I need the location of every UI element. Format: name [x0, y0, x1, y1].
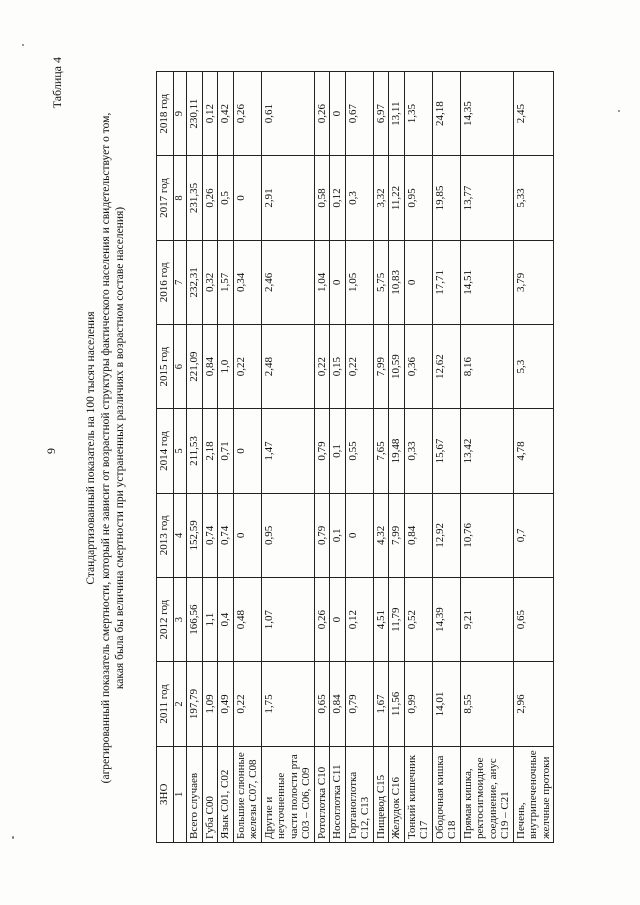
column-number-cell: 9 [174, 72, 187, 156]
table-row [218, 72, 234, 843]
value-cell: 2,18 [202, 409, 218, 493]
value-cell: 0 [404, 240, 432, 324]
value-cell: 0,22 [233, 662, 261, 746]
value-cell: 0,12 [330, 156, 346, 240]
value-cell: 0,3 [345, 156, 373, 240]
value-cell: 13,77 [460, 156, 513, 240]
header-cell: ЗНО [157, 746, 174, 842]
value-cell: 211,53 [187, 409, 203, 493]
row-label-cell: Ободочная кишка С18 [432, 746, 460, 842]
value-cell: 5,3 [513, 324, 554, 408]
row-label-cell: Желудок С16 [389, 746, 405, 842]
value-cell: 3,79 [513, 240, 554, 324]
column-number-row [174, 72, 187, 843]
header-cell: 2014 год [157, 409, 174, 493]
table-row [432, 72, 460, 843]
value-cell: 4,51 [373, 577, 389, 661]
value-cell: 0,74 [218, 493, 234, 577]
value-cell: 0,4 [218, 577, 234, 661]
scan-speck [22, 44, 24, 46]
value-cell: 5,75 [373, 240, 389, 324]
value-cell: 3,32 [373, 156, 389, 240]
value-cell: 0,1 [330, 409, 346, 493]
row-label-cell: Другие и неуточненные части полости рта С03 – С06, С09 [261, 746, 314, 842]
value-cell: 1,04 [314, 240, 330, 324]
value-cell: 0 [330, 240, 346, 324]
value-cell: 0,84 [202, 324, 218, 408]
value-cell: 0,79 [314, 409, 330, 493]
column-number-cell: 8 [174, 156, 187, 240]
table-row [261, 72, 314, 843]
value-cell: 0,5 [218, 156, 234, 240]
value-cell: 0,61 [261, 72, 314, 156]
value-cell: 8,55 [460, 662, 513, 746]
column-number-cell: 7 [174, 240, 187, 324]
value-cell: 4,78 [513, 409, 554, 493]
value-cell: 0 [233, 493, 261, 577]
value-cell: 1,35 [404, 72, 432, 156]
row-label-cell: Ротоглотка С10 [314, 746, 330, 842]
value-cell: 0,26 [233, 72, 261, 156]
value-cell: 221,09 [187, 324, 203, 408]
value-cell: 13,11 [389, 72, 405, 156]
value-cell: 0,95 [404, 156, 432, 240]
value-cell: 9,21 [460, 577, 513, 661]
column-number-cell: 6 [174, 324, 187, 408]
value-cell: 12,92 [432, 493, 460, 577]
value-cell: 15,67 [432, 409, 460, 493]
table-label: Таблица 4 [50, 57, 64, 109]
value-cell: 0,52 [404, 577, 432, 661]
value-cell: 0,7 [513, 493, 554, 577]
value-cell: 0,42 [218, 72, 234, 156]
value-cell: 0,32 [202, 240, 218, 324]
row-label-cell: Пищевод С15 [373, 746, 389, 842]
value-cell: 2,91 [261, 156, 314, 240]
value-cell: 1,1 [202, 577, 218, 661]
caption-title: Стандартизованный показатель на 100 тысяч населения [85, 311, 97, 585]
table-row [187, 72, 203, 843]
value-cell: 1,05 [345, 240, 373, 324]
row-label-cell: Язык С01, С02 [218, 746, 234, 842]
column-number-cell: 4 [174, 493, 187, 577]
column-number-cell: 2 [174, 662, 187, 746]
value-cell: 10,76 [460, 493, 513, 577]
value-cell: 1,07 [261, 577, 314, 661]
value-cell: 0,1 [330, 493, 346, 577]
value-cell: 6,97 [373, 72, 389, 156]
header-cell: 2016 год [157, 240, 174, 324]
column-number-cell: 5 [174, 409, 187, 493]
row-label-cell: Гортаноглотка С12, С13 [345, 746, 373, 842]
value-cell: 231,35 [187, 156, 203, 240]
value-cell: 24,18 [432, 72, 460, 156]
value-cell: 0 [330, 72, 346, 156]
value-cell: 0,12 [345, 577, 373, 661]
value-cell: 10,59 [389, 324, 405, 408]
value-cell: 0,12 [202, 72, 218, 156]
value-cell: 1,47 [261, 409, 314, 493]
table-row [513, 72, 554, 843]
page-number: 9 [44, 448, 58, 454]
row-label-cell: Носоглотка С11 [330, 746, 346, 842]
value-cell: 0,55 [345, 409, 373, 493]
value-cell: 0,79 [345, 662, 373, 746]
scan-speck [12, 836, 14, 839]
value-cell: 14,35 [460, 72, 513, 156]
value-cell: 1,67 [373, 662, 389, 746]
value-cell: 0,84 [330, 662, 346, 746]
value-cell: 0,71 [218, 409, 234, 493]
value-cell: 0 [233, 409, 261, 493]
value-cell: 166,56 [187, 577, 203, 661]
header-cell: 2011 год [157, 662, 174, 746]
table-row [330, 72, 346, 843]
value-cell: 19,48 [389, 409, 405, 493]
value-cell: 197,79 [187, 662, 203, 746]
value-cell: 0,79 [314, 493, 330, 577]
value-cell: 11,22 [389, 156, 405, 240]
table-row [202, 72, 218, 843]
row-label-cell: Губа С00 [202, 746, 218, 842]
value-cell: 0 [330, 577, 346, 661]
table-row [404, 72, 432, 843]
value-cell: 0,84 [404, 493, 432, 577]
value-cell: 2,46 [261, 240, 314, 324]
value-cell: 0 [345, 493, 373, 577]
row-label-cell: Тонкий кишечник С17 [404, 746, 432, 842]
value-cell: 0,65 [513, 577, 554, 661]
value-cell: 0,99 [404, 662, 432, 746]
header-cell: 2013 год [157, 493, 174, 577]
value-cell: 12,62 [432, 324, 460, 408]
value-cell: 0,26 [202, 156, 218, 240]
value-cell: 1,09 [202, 662, 218, 746]
value-cell: 0 [233, 156, 261, 240]
value-cell: 13,42 [460, 409, 513, 493]
value-cell: 0,95 [261, 493, 314, 577]
value-cell: 19,85 [432, 156, 460, 240]
header-cell: 2017 год [157, 156, 174, 240]
value-cell: 14,51 [460, 240, 513, 324]
value-cell: 0,65 [314, 662, 330, 746]
value-cell: 17,71 [432, 240, 460, 324]
value-cell: 0,67 [345, 72, 373, 156]
value-cell: 2,48 [261, 324, 314, 408]
table-row [233, 72, 261, 843]
value-cell: 8,16 [460, 324, 513, 408]
caption-line-3: какая была бы величина смертности при устраненных различиях в возрастном составе населения) [114, 206, 126, 690]
value-cell: 0,48 [233, 577, 261, 661]
value-cell: 1,0 [218, 324, 234, 408]
table-row [314, 72, 330, 843]
header-cell: 2018 год [157, 72, 174, 156]
value-cell: 14,39 [432, 577, 460, 661]
value-cell: 0,49 [218, 662, 234, 746]
value-cell: 1,57 [218, 240, 234, 324]
caption-line-2: (агрегированный показатель смертности, который не зависит от возрастной структуры фактического населения и свидетельствует о том, [100, 112, 112, 784]
value-cell: 0,22 [314, 324, 330, 408]
value-cell: 232,31 [187, 240, 203, 324]
value-cell: 0,34 [233, 240, 261, 324]
table-row [373, 72, 389, 843]
value-cell: 0,26 [314, 577, 330, 661]
value-cell: 7,99 [389, 493, 405, 577]
column-number-cell: 3 [174, 577, 187, 661]
value-cell: 11,79 [389, 577, 405, 661]
value-cell: 5,33 [513, 156, 554, 240]
value-cell: 10,83 [389, 240, 405, 324]
header-row [157, 72, 174, 843]
value-cell: 4,32 [373, 493, 389, 577]
value-cell: 0,33 [404, 409, 432, 493]
value-cell: 14,01 [432, 662, 460, 746]
row-label-cell: Большие слюнные железы С07, С08 [233, 746, 261, 842]
value-cell: 1,75 [261, 662, 314, 746]
value-cell: 11,56 [389, 662, 405, 746]
table-row [345, 72, 373, 843]
row-label-cell: Печень, внутрипеченочные желчные протоки [513, 746, 554, 842]
rotated-content [44, 53, 625, 843]
value-cell: 0,22 [233, 324, 261, 408]
header-cell: 2012 год [157, 577, 174, 661]
value-cell: 230,11 [187, 72, 203, 156]
value-cell: 2,45 [513, 72, 554, 156]
value-cell: 0,36 [404, 324, 432, 408]
value-cell: 0,15 [330, 324, 346, 408]
table-row [389, 72, 405, 843]
value-cell: 2,96 [513, 662, 554, 746]
value-cell: 0,26 [314, 72, 330, 156]
value-cell: 7,65 [373, 409, 389, 493]
row-label-cell: Всего случаев [187, 746, 203, 842]
value-cell: 0,22 [345, 324, 373, 408]
column-number-cell: 1 [174, 746, 187, 842]
value-cell: 152,59 [187, 493, 203, 577]
header-cell: 2015 год [157, 324, 174, 408]
value-cell: 7,99 [373, 324, 389, 408]
row-label-cell: Прямая кишка, ректосигмоидное соединение, анус С19 – С21 [460, 746, 513, 842]
table-row [460, 72, 513, 843]
value-cell: 0,74 [202, 493, 218, 577]
mortality-table [156, 71, 554, 843]
value-cell: 0,58 [314, 156, 330, 240]
